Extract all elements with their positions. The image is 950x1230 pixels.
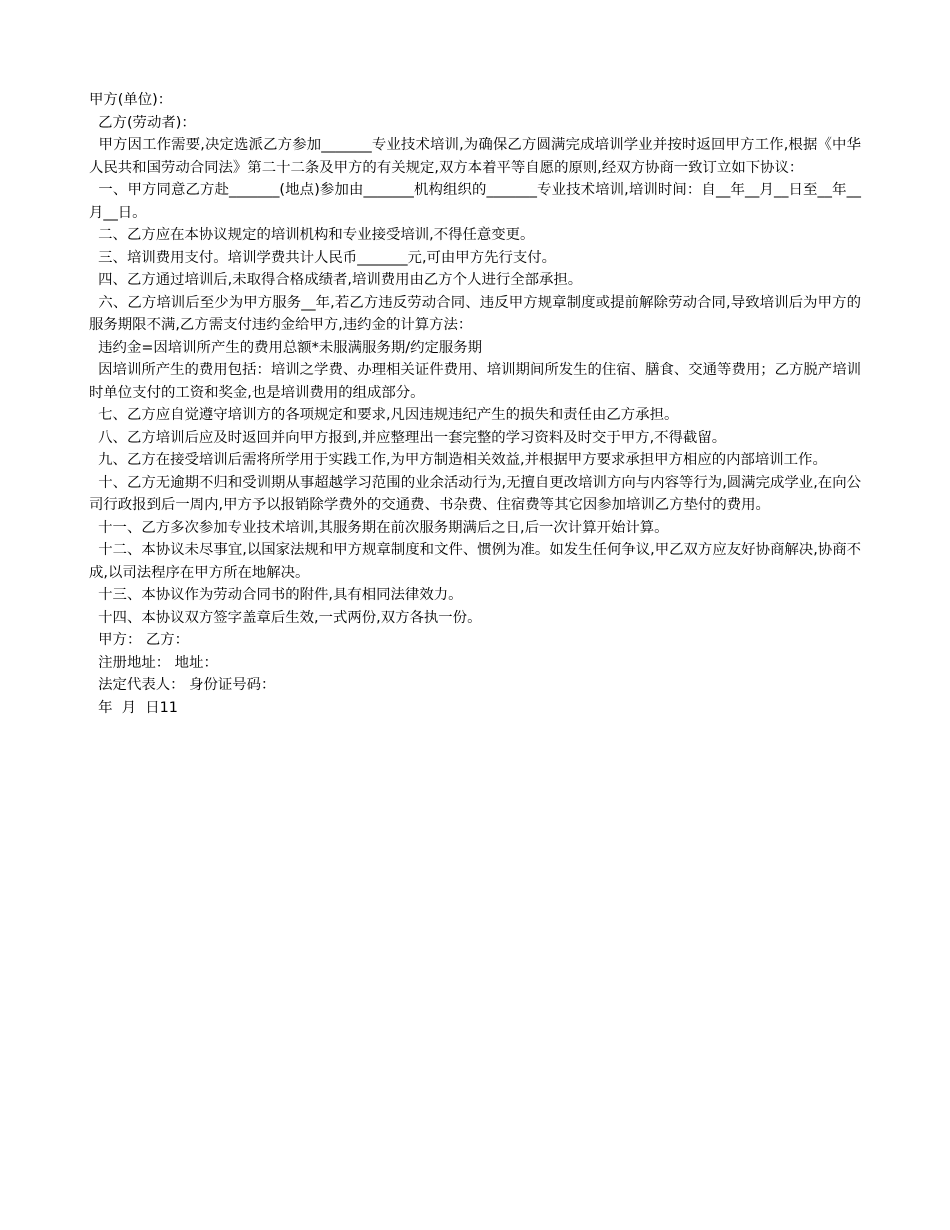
clause-13: 十三、本协议作为劳动合同书的附件,具有相同法律效力。 xyxy=(89,587,463,603)
clause-1: 一、甲方同意乙方赴_______(地点)参加由_______机构组织的_______专业技术培训,培训时间：自__年__月__日至__年__月__日。 xyxy=(89,182,861,221)
clause-9: 九、乙方在接受培训后需将所学用于实践工作,为甲方制造相关效益,并根据甲方要求承担甲方相应的内部培训工作。 xyxy=(89,452,827,468)
clause-4: 四、乙方通过培训后,未取得合格成绩者,培训费用由乙方个人进行全部承担。 xyxy=(89,272,583,288)
clause-7: 七、乙方应自觉遵守培训方的各项规定和要求,凡因违规违纪产生的损失和责任由乙方承担。 xyxy=(89,407,679,423)
signature-address: 注册地址： 地址： xyxy=(89,654,218,671)
party-b-worker-line: 乙方(劳动者)： xyxy=(89,114,196,131)
document-body xyxy=(89,89,861,719)
signature-date: 年 月 日11 xyxy=(89,699,178,716)
clause-12: 十二、本协议未尽事宜,以国家法规和甲方规章制度和文件、惯例为准。如发生任何争议,甲乙双方应友好协商解决,协商不成,以司法程序在甲方所在地解决。 xyxy=(89,542,861,581)
clause-6: 六、乙方培训后至少为甲方服务__年,若乙方违反劳动合同、违反甲方规章制度或提前解除劳动合同,导致培训后为甲方的服务期限不满,乙方需支付违约金给甲方,违约金的计算方法： xyxy=(89,294,862,333)
clause-8: 八、乙方培训后应及时返回并向甲方报到,并应整理出一套完整的学习资料及时交于甲方,不得截留。 xyxy=(89,429,727,446)
clause-2: 二、乙方应在本协议规定的培训机构和专业接受培训,不得任意变更。 xyxy=(89,227,535,243)
clause-3: 三、培训费用支付。培训学费共计人民币_______元,可由甲方先行支付。 xyxy=(89,249,557,266)
penalty-formula: 违约金=因培训所产生的费用总额*未服满服务期/约定服务期 xyxy=(89,339,483,356)
preamble-paragraph: 甲方因工作需要,决定选派乙方参加_______专业技术培训,为确保乙方圆满完成培训学业并按时返回甲方工作,根据《中华人民共和国劳动合同法》第二十二条及甲方的有关规定,双方本着平等自愿的原则,经双方协商一致订立如下协议： xyxy=(89,137,861,176)
training-cost-definition: 因培训所产生的费用包括：培训之学费、办理相关证件费用、培训期间所发生的住宿、膳食、交通等费用；乙方脱产培训时单位支付的工资和奖金,也是培训费用的组成部分。 xyxy=(89,362,861,401)
clause-11: 十一、乙方多次参加专业技术培训,其服务期在前次服务期满后之日,后一次计算开始计算。 xyxy=(89,519,669,536)
clause-14: 十四、本协议双方签字盖章后生效,一式两份,双方各执一份。 xyxy=(89,609,482,626)
clause-10: 十、乙方无逾期不归和受训期从事超越学习范围的业余活动行为,无擅自更改培训方向与内容等行为,圆满完成学业,在向公司行政报到后一周内,甲方予以报销除学费外的交通费、书杂费、住宿费等其它因参加培训乙方垫付的费用。 xyxy=(89,474,861,513)
signature-parties: 甲方： 乙方： xyxy=(89,632,190,648)
signature-representative-id: 法定代表人： 身份证号码： xyxy=(89,677,276,693)
party-a-unit-line: 甲方(单位)： xyxy=(89,92,173,108)
